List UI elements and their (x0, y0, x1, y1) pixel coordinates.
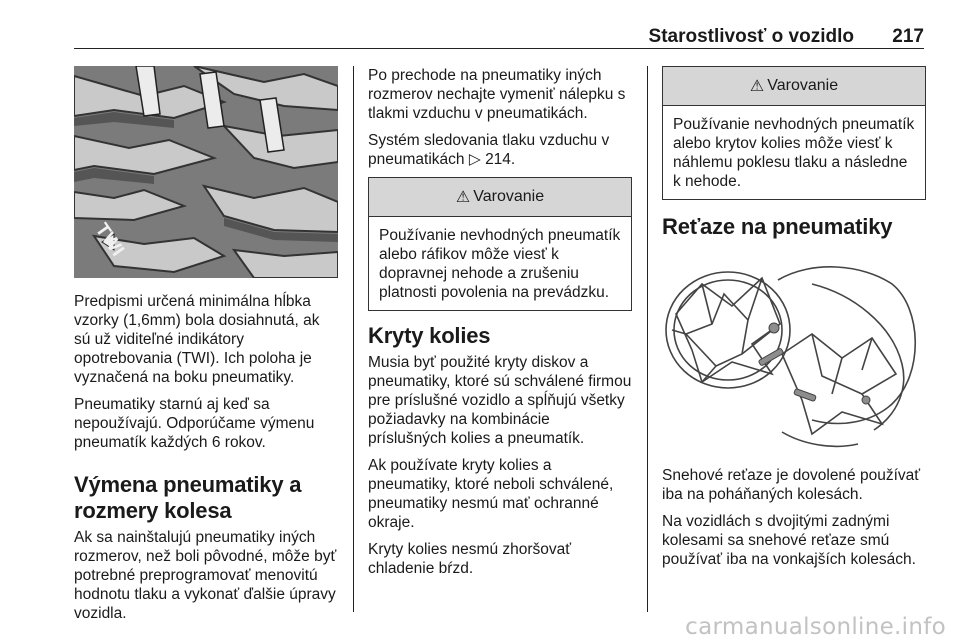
paragraph-tire-size: Ak sa nainštalujú pneumatiky iných rozmerov, než boli pôvodné, môže byť potrebné preprogramovať menovitú hodnotu tlaku a vykonať ďalšie úpravy vozidla. (74, 529, 337, 622)
warning-box-wheels (368, 177, 632, 311)
warning-icon: ⚠ (749, 78, 765, 95)
column-1 (74, 66, 338, 631)
column-2 (368, 66, 632, 586)
paragraph-chains-1: Snehové reťaze je dovolené používať iba na poháňaných kolesách. (662, 467, 921, 503)
heading-wheel-covers: Kryty kolies (368, 323, 491, 348)
section-title: Starostlivosť o vozidlo (648, 26, 854, 47)
page-number: 217 (892, 26, 924, 47)
warning-header (369, 178, 631, 217)
paragraph-covers-2: Ak používate kryty kolies a pneumatiky, ktoré neboli schválené, pneumatiky nesmú mať ochranné okraje. (368, 457, 614, 531)
warning-title: Varovanie (767, 77, 839, 94)
warning-text: Používanie nevhodných pneumatík alebo ráfikov môže viesť k dopravnej nehode a zrušeniu platnosti povolenia na prevádzku. (379, 227, 621, 301)
heading-tire-change (74, 472, 338, 524)
paragraph-chains-2: Na vozidlách s dvojitými zadnými kolesami sa snehové reťaze smú používať iba na vonkajších kolesách. (662, 513, 916, 568)
paragraph-covers-3: Kryty kolies nesmú zhoršovať chladenie bŕzd. (368, 541, 572, 577)
paragraph-tire-age: Pneumatiky starnú aj keď sa nepoužívajú. Odporúčame výmenu pneumatík každých 6 rokov. (74, 396, 315, 451)
warning-box-covers (662, 66, 926, 200)
tpms-text: Systém sledovania tlaku vzduchu v pneumatikách (368, 132, 610, 168)
page-ref-arrow-icon: ▷ (468, 151, 481, 168)
paragraph-twi: Predpismi určená minimálna hĺbka vzorky (1,6mm) bola dosiahnutá, ak sú už viditeľné indikátory opotrebovania (TWI). Ich poloha je vyznačená na boku pneumatiky. (74, 293, 320, 386)
paragraph-tpms (368, 131, 632, 169)
warning-title: Varovanie (473, 188, 545, 205)
warning-header (663, 67, 925, 106)
watermark: carmanualsonline.info (685, 614, 946, 640)
warning-icon: ⚠ (455, 189, 471, 206)
twi-label: TWI (90, 219, 128, 261)
paragraph-covers-1: Musia byť použité kryty diskov a pneumatiky, ktoré sú schválené firmou pre príslušné vozidlo a spĺňujú všetky požiadavky na kombinácie príslušných kolies a pneumatík. (368, 354, 632, 447)
paragraph-sticker: Po prechode na pneumatiky iných rozmerov nechajte vymeniť nálepku s tlakmi vzduchu v pneumatikách. (368, 67, 626, 122)
heading-snow-chains: Reťaze na pneumatiky (662, 214, 893, 239)
heading-tire-change-line2: rozmery kolesa (74, 498, 232, 523)
page-header (74, 26, 924, 49)
tire-tread-illustration (74, 66, 338, 278)
column-divider-1 (353, 66, 354, 612)
warning-text: Používanie nevhodných pneumatík alebo krytov kolies môže viesť k náhlemu poklesu tlaku a následne k nehode. (673, 116, 915, 190)
heading-tire-change-line1: Výmena pneumatiky a (74, 472, 302, 497)
snow-chains-illustration (662, 254, 926, 454)
tpms-page-ref[interactable]: 214. (485, 151, 516, 168)
column-3 (662, 66, 926, 577)
column-divider-2 (647, 66, 648, 612)
